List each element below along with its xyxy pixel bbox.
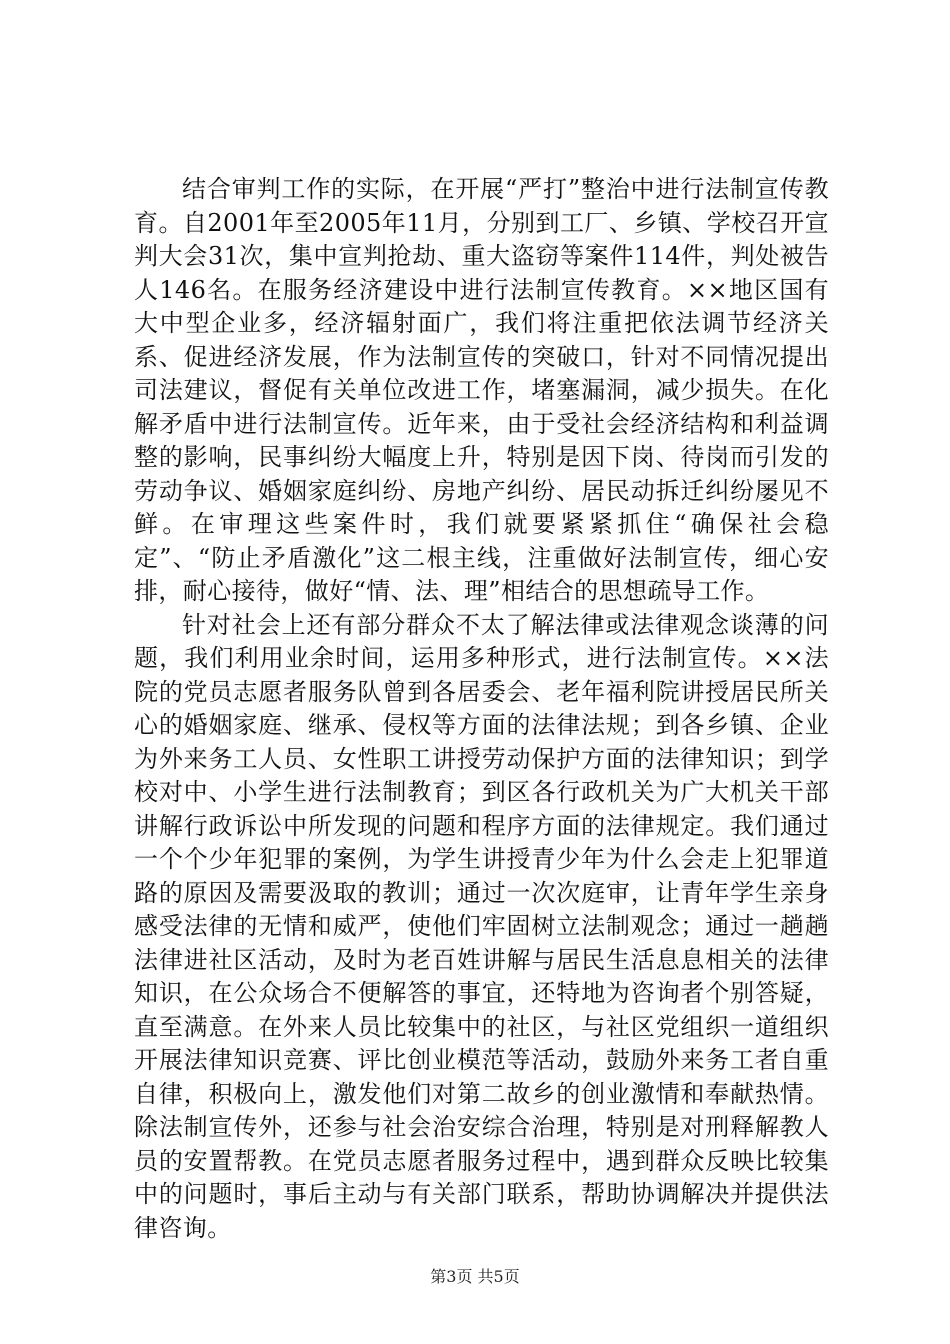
- paragraph-2: 针对社会上还有部分群众不太了解法律或法律观念谈薄的问题，我们利用业余时间，运用多种形式，进行法制宣传。××法院的党员志愿者服务队曾到各居委会、老年福利院讲授居民所关心的婚姻家庭、继承、侵权等方面的法律法规；到各乡镇、企业为外来务工人员、女性职工讲授劳动保护方面的法律知识；到学校对中、小学生进行法制教育；到区各行政机关为广大机关干部讲解行政诉讼中所发现的问题和程序方面的法律规定。我们通过一个个少年犯罪的案例，为学生讲授青少年为什么会走上犯罪道路的原因及需要汲取的教训；通过一次次庭审，让青年学生亲身感受法律的无情和威严，使他们牢固树立法制观念；通过一趟趟法律进社区活动，及时为老百姓讲解与居民生活息息相关的法律知识，在公众场合不便解答的事宜，还特地为咨询者个别答疑，直至满意。在外来人员比较集中的社区，与社区党组织一道组织开展法律知识竞赛、评比创业模范等活动，鼓励外来务工者自重自律，积极向上，激发他们对第二故乡的创业激情和奉献热情。除法制宣传外，还参与社会治安综合治理，特别是对刑释解教人员的安置帮教。在党员志愿者服务过程中，遇到群众反映比较集中的问题时，事后主动与有关部门联系，帮助协调解决并提供法律咨询。: [134, 610, 829, 1242]
- page-footer: 第3页 共5页: [430, 1267, 520, 1286]
- document-body: [134, 173, 829, 1245]
- paragraph-1: 结合审判工作的实际，在开展“严打”整治中进行法制宣传教育。自2001年至2005年11月，分别到工厂、乡镇、学校召开宣判大会31次，集中宣判抢劫、重大盗窃等案件114件，判处被告人146名。在服务经济建设中进行法制宣传教育。××地区国有大中型企业多，经济辐射面广，我们将注重把依法调节经济关系、促进经济发展，作为法制宣传的突破口，针对不同情况提出司法建议，督促有关单位改进工作，堵塞漏洞，减少损失。在化解矛盾中进行法制宣传。近年来，由于受社会经济结构和利益调整的影响，民事纠纷大幅度上升，特别是因下岗、待岗而引发的劳动争议、婚姻家庭纠纷、房地产纠纷、居民动拆迁纠纷屡见不鲜。在审理这些案件时，我们就要紧紧抓住“确保社会稳定”、“防止矛盾激化”这二根主线，注重做好法制宣传，细心安排，耐心接待，做好“情、法、理”相结合的思想疏导工作。: [134, 175, 829, 605]
